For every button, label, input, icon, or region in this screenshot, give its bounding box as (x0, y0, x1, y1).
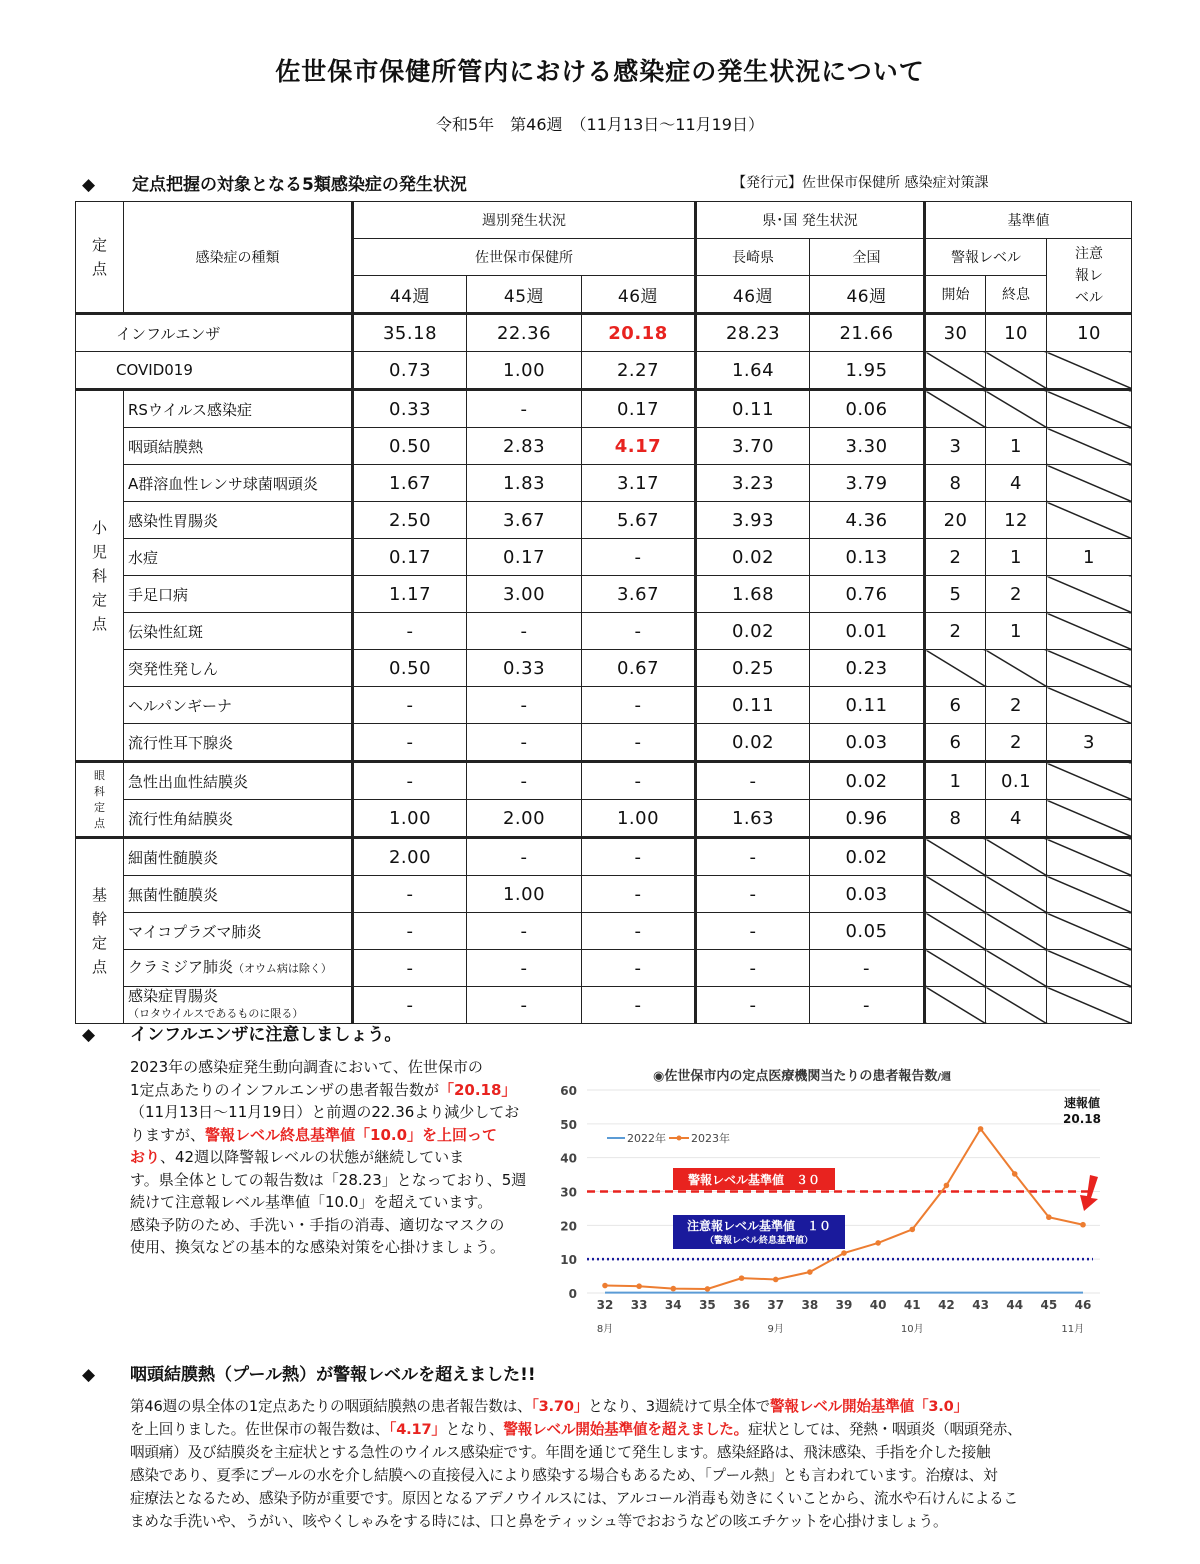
value-w46: 5.67 (582, 502, 696, 539)
disease-name: 水痘 (124, 539, 353, 576)
chart-title-text: ◉佐世保市内の定点医療機関当たりの患者報告数 (653, 1069, 938, 1084)
header-sasebo: 佐世保市保健所 (353, 239, 696, 276)
value-kuni: 1.95 (810, 352, 925, 390)
influenza-chart (555, 1058, 1125, 1343)
value-ken: 0.11 (696, 687, 810, 724)
value-w45: 0.33 (467, 650, 582, 687)
value-ken: 3.93 (696, 502, 810, 539)
not-applicable-cell (1047, 428, 1132, 465)
threshold-end: 1 (986, 539, 1047, 576)
disease-name: 細菌性髄膜炎 (124, 838, 353, 876)
not-applicable-cell (1047, 465, 1132, 502)
group-kikan (76, 838, 124, 1024)
data-point (773, 1277, 779, 1283)
not-applicable-cell (1047, 687, 1132, 724)
value-w46: - (582, 913, 696, 950)
not-applicable-cell (1047, 987, 1132, 1024)
data-point (1012, 1171, 1018, 1177)
value-w45: - (467, 913, 582, 950)
group-shoni (76, 390, 124, 762)
value-w46: - (582, 876, 696, 913)
series-line-2023年 (605, 1129, 1083, 1289)
page-subtitle: 令和5年 第46週 （11月13日～11月19日） (436, 115, 764, 134)
table-row (76, 576, 1132, 613)
table-row (76, 838, 1132, 876)
value-w45: - (467, 613, 582, 650)
value-w46: - (582, 724, 696, 762)
threshold-chui: 3 (1047, 724, 1132, 762)
value-kuni: - (810, 987, 925, 1024)
diamond-icon: ◆ (82, 1025, 96, 1045)
value-ken: 1.68 (696, 576, 810, 613)
disease-name (124, 950, 353, 987)
value-w44: 35.18 (353, 314, 467, 352)
value-w45: - (467, 762, 582, 800)
data-point (807, 1269, 813, 1275)
value-w44: - (353, 950, 467, 987)
table-row (76, 762, 1132, 800)
value-w46: 3.17 (582, 465, 696, 502)
table-row (76, 428, 1132, 465)
annotation-value: 20.18 (1063, 1112, 1101, 1126)
x-tick-label: 43 (972, 1298, 989, 1312)
group-label: 基幹定点 (91, 886, 107, 976)
disease-name: マイコプラズマ肺炎 (124, 913, 353, 950)
threshold-chui: 1 (1047, 539, 1132, 576)
header-disease: 感染症の種類 (124, 202, 353, 314)
disease-name: 突発性発しん (124, 650, 353, 687)
value-w46: 0.17 (582, 390, 696, 428)
table-row (76, 687, 1132, 724)
group-ganka (76, 762, 124, 838)
value-w45: 2.83 (467, 428, 582, 465)
value-ken: 28.23 (696, 314, 810, 352)
page-title: 佐世保市保健所管内における感染症の発生状況について (275, 57, 925, 86)
y-tick-label: 30 (560, 1185, 577, 1200)
header-keiho: 警報レベル (925, 239, 1047, 276)
disease-name: A群溶血性レンサ球菌咽頭炎 (124, 465, 353, 502)
x-tick-label: 32 (596, 1298, 614, 1312)
x-tick-label: 40 (869, 1298, 887, 1312)
value-ken: - (696, 987, 810, 1024)
influenza-paragraph: 2023年の感染症発生動向調査において、佐世保市の 1定点あたりのインフルエンザの患者報告数が「20.18」 （11月13日～11月19日）と前週の22.36より減少してお りますが、警報レベル終息基準値「10.0」を上回って おり、42週以降警報レベルの状態が継続していま す。県全体としての報告数は「28.23」となっており、5週 続けて注意報レベル基準値「10.0」を超えています。 感染予防のため、手洗い・手指の消毒、適切なマスクの 使用、換気などの基本的な感染対策を心掛けましょう。 (130, 1058, 527, 1256)
value-w45: - (467, 390, 582, 428)
diamond-icon: ◆ (82, 175, 96, 195)
section3-title: 咽頭結膜熱（プール熱）が警報レベルを超えました!! (130, 1365, 536, 1385)
value-w45: - (467, 950, 582, 987)
value-kuni: 0.96 (810, 800, 925, 838)
not-applicable-cell (925, 650, 986, 687)
table-row (76, 502, 1132, 539)
value-w46: - (582, 539, 696, 576)
value-w44: - (353, 687, 467, 724)
threshold-end: 2 (986, 724, 1047, 762)
disease-name-text: 感染症胃腸炎 (128, 987, 219, 1005)
disease-name: 感染性胃腸炎 (124, 502, 353, 539)
not-applicable-cell (925, 876, 986, 913)
not-applicable-cell (1047, 352, 1132, 390)
value-w46: 0.67 (582, 650, 696, 687)
value-w44: 2.50 (353, 502, 467, 539)
disease-note: （ロタウイルスであるものに限る） (128, 1007, 304, 1020)
not-applicable-cell (925, 950, 986, 987)
table-row (76, 650, 1132, 687)
value-ken: 3.70 (696, 428, 810, 465)
value-kuni: 0.11 (810, 687, 925, 724)
disease-name (124, 987, 353, 1024)
value-w44: - (353, 987, 467, 1024)
value-kuni: 0.02 (810, 762, 925, 800)
value-ken: 0.02 (696, 613, 810, 650)
not-applicable-cell (925, 913, 986, 950)
data-point (1046, 1214, 1052, 1220)
threshold-start: 6 (925, 724, 986, 762)
threshold-start: 20 (925, 502, 986, 539)
threshold-end: 10 (986, 314, 1047, 352)
legend-2023-label: 2023年 (691, 1132, 730, 1145)
data-point (944, 1183, 950, 1189)
month-label: 11月 (1061, 1324, 1085, 1335)
not-applicable-cell (1047, 876, 1132, 913)
disease-name: ヘルパンギーナ (124, 687, 353, 724)
surveillance-table (75, 201, 1132, 1024)
value-kuni: 0.03 (810, 876, 925, 913)
value-kuni: 0.03 (810, 724, 925, 762)
value-w44: 0.50 (353, 428, 467, 465)
annotation-arrow (1080, 1175, 1098, 1211)
legend-2022-label: 2022年 (627, 1132, 666, 1145)
not-applicable-cell (1047, 838, 1132, 876)
value-w46: 2.27 (582, 352, 696, 390)
threshold-end: 2 (986, 687, 1047, 724)
value-w45: - (467, 724, 582, 762)
disease-note: （オウム病は除く） (233, 962, 332, 975)
value-w45: 1.00 (467, 876, 582, 913)
value-w44: 0.50 (353, 650, 467, 687)
threshold-end: 4 (986, 800, 1047, 838)
value-w44: - (353, 913, 467, 950)
value-ken: - (696, 762, 810, 800)
not-applicable-cell (986, 650, 1047, 687)
x-tick-label: 33 (630, 1298, 648, 1312)
data-point (670, 1286, 676, 1292)
header-chuiho: 注意報レベル (1047, 239, 1132, 314)
disease-name-text: クラミジア肺炎 (128, 958, 234, 976)
value-ken: 3.23 (696, 465, 810, 502)
chart-title (653, 1068, 951, 1084)
threshold-start: 5 (925, 576, 986, 613)
disease-name: 急性出血性結膜炎 (124, 762, 353, 800)
threshold-end: 0.1 (986, 762, 1047, 800)
x-tick-label: 37 (767, 1298, 785, 1312)
not-applicable-cell (1047, 390, 1132, 428)
table-row (76, 390, 1132, 428)
table-row (76, 800, 1132, 838)
disease-name: 手足口病 (124, 576, 353, 613)
data-point (1080, 1222, 1086, 1228)
value-kuni: 21.66 (810, 314, 925, 352)
value-w46: - (582, 762, 696, 800)
value-w46: - (582, 838, 696, 876)
threshold-end: 2 (986, 576, 1047, 613)
threshold-start: 8 (925, 465, 986, 502)
table-row (76, 465, 1132, 502)
threshold-start: 2 (925, 613, 986, 650)
month-label: 10月 (900, 1324, 924, 1335)
table-row (76, 876, 1132, 913)
value-w45: 0.17 (467, 539, 582, 576)
value-kuni: 0.13 (810, 539, 925, 576)
header-w45: 45週 (467, 276, 582, 314)
value-ken: - (696, 913, 810, 950)
month-label: 9月 (767, 1324, 784, 1335)
threshold-start: 3 (925, 428, 986, 465)
value-w46: 3.67 (582, 576, 696, 613)
value-ken: 0.02 (696, 724, 810, 762)
advisory-sublabel: （警報レベル終息基準値） (704, 1236, 814, 1246)
not-applicable-cell (986, 876, 1047, 913)
diamond-icon: ◆ (82, 1365, 96, 1385)
table-row (76, 987, 1132, 1024)
data-point (602, 1283, 608, 1289)
value-kuni: 3.79 (810, 465, 925, 502)
not-applicable-cell (986, 913, 1047, 950)
disease-name: COVID019 (76, 352, 353, 390)
pharyngoconjunctival-paragraph: 第46週の県全体の1定点あたりの咽頭結膜熱の患者報告数は、「3.70」となり、3週続けて県全体で警報レベル開始基準値「3.0」 を上回りました。佐世保市の報告数は、「4.17」となり、警報レベル開始基準値を超えました。症状としては、発熱・咽頭炎（咽頭発赤、 咽頭痛）及び結膜炎を主症状とする急性のウイルス感染症です。年間を通じて発生します。感染経路は、飛沫感染、手指を介した接触 感染であり、夏季にプールの水を介し結膜への直接侵入により感染する場合もあるため、「プール熱」とも言われています。治療は、対 症療法となるため、感染予防が重要です。原因となるアデノウイルスには、アルコール消毒も効きにくいことから、流水や石けんによるこ まめな手洗いや、うがい、咳やくしゃみをする時には、口と鼻をティッシュ等でおおうなどの咳エチケットを心掛けましょう。 (130, 1398, 1022, 1530)
header-zenkoku: 全国 (810, 239, 925, 276)
table-row (76, 352, 1132, 390)
value-kuni: 3.30 (810, 428, 925, 465)
not-applicable-cell (925, 838, 986, 876)
threshold-start: 2 (925, 539, 986, 576)
chart-svg (555, 1058, 1125, 1343)
x-tick-label: 35 (699, 1298, 716, 1312)
value-ken: 1.63 (696, 800, 810, 838)
value-w44: - (353, 724, 467, 762)
header-teiten: 定点 (76, 202, 124, 314)
disease-name: インフルエンザ (76, 314, 353, 352)
threshold-chui: 10 (1047, 314, 1132, 352)
value-kuni: 0.23 (810, 650, 925, 687)
x-tick-label: 45 (1040, 1298, 1058, 1312)
value-w45: 22.36 (467, 314, 582, 352)
value-w46: 1.00 (582, 800, 696, 838)
data-point (875, 1240, 881, 1246)
value-kuni: 0.05 (810, 913, 925, 950)
not-applicable-cell (925, 352, 986, 390)
value-w46: - (582, 950, 696, 987)
not-applicable-cell (925, 987, 986, 1024)
publisher: 【発行元】佐世保市保健所 感染症対策課 (732, 175, 989, 191)
group-label: 眼科定点 (94, 768, 105, 830)
header-nagasaki: 長崎県 (696, 239, 810, 276)
x-tick-label: 36 (733, 1298, 750, 1312)
advisory-label: 注意報レベル基準値 １０ (686, 1219, 832, 1233)
value-w45: 3.00 (467, 576, 582, 613)
value-w44: 2.00 (353, 838, 467, 876)
data-point (841, 1250, 847, 1256)
value-kuni: - (810, 950, 925, 987)
value-w44: 0.33 (353, 390, 467, 428)
table-row (76, 539, 1132, 576)
value-w44: 1.67 (353, 465, 467, 502)
not-applicable-cell (1047, 502, 1132, 539)
section3-heading (82, 1360, 536, 1385)
disease-name: 伝染性紅斑 (124, 613, 353, 650)
section2-heading (82, 1020, 401, 1045)
value-ken: 0.25 (696, 650, 810, 687)
table-row (76, 913, 1132, 950)
value-w45: - (467, 687, 582, 724)
section1-heading (82, 170, 467, 195)
value-kuni: 0.01 (810, 613, 925, 650)
y-tick-label: 20 (560, 1219, 577, 1234)
legend-2023-marker (677, 1136, 682, 1141)
x-tick-label: 44 (1006, 1298, 1024, 1312)
value-w44: 1.00 (353, 800, 467, 838)
not-applicable-cell (925, 390, 986, 428)
value-w45: - (467, 987, 582, 1024)
value-w46: - (582, 613, 696, 650)
alarm-label: 警報レベル基準値 ３０ (687, 1173, 821, 1187)
value-w45: 3.67 (467, 502, 582, 539)
threshold-start: 30 (925, 314, 986, 352)
not-applicable-cell (986, 838, 1047, 876)
not-applicable-cell (1047, 762, 1132, 800)
x-tick-label: 41 (903, 1298, 921, 1312)
value-kuni: 4.36 (810, 502, 925, 539)
not-applicable-cell (1047, 913, 1132, 950)
not-applicable-cell (1047, 613, 1132, 650)
value-ken: 0.11 (696, 390, 810, 428)
not-applicable-cell (986, 352, 1047, 390)
value-w45: - (467, 838, 582, 876)
value-w45: 1.83 (467, 465, 582, 502)
x-tick-label: 39 (835, 1298, 853, 1312)
month-label: 8月 (596, 1324, 614, 1335)
value-w46: 20.18 (582, 314, 696, 352)
table-row (76, 613, 1132, 650)
value-kuni: 0.76 (810, 576, 925, 613)
data-point (909, 1227, 915, 1233)
header-start: 開始 (925, 276, 986, 314)
data-point (739, 1275, 745, 1281)
x-tick-label: 46 (1074, 1298, 1092, 1312)
y-tick-label: 60 (560, 1084, 577, 1098)
value-w44: 1.17 (353, 576, 467, 613)
group-label: 小児科定点 (91, 518, 107, 633)
value-w45: 1.00 (467, 352, 582, 390)
not-applicable-cell (1047, 576, 1132, 613)
value-kuni: 0.02 (810, 838, 925, 876)
y-tick-label: 10 (560, 1253, 577, 1268)
data-point (636, 1283, 642, 1289)
disease-name: 流行性角結膜炎 (124, 800, 353, 838)
table-row (76, 724, 1132, 762)
y-tick-label: 40 (560, 1151, 577, 1166)
header-w46: 46週 (582, 276, 696, 314)
not-applicable-cell (986, 390, 1047, 428)
threshold-start: 6 (925, 687, 986, 724)
not-applicable-cell (986, 950, 1047, 987)
data-point (705, 1286, 711, 1292)
header-kijun: 基準値 (925, 202, 1132, 239)
threshold-end: 1 (986, 428, 1047, 465)
value-ken: - (696, 838, 810, 876)
annotation-label: 速報値 (1063, 1096, 1101, 1110)
threshold-start: 8 (925, 800, 986, 838)
chart-title-unit: /週 (937, 1072, 951, 1083)
not-applicable-cell (1047, 950, 1132, 987)
threshold-end: 1 (986, 613, 1047, 650)
y-tick-label: 50 (560, 1117, 577, 1132)
value-kuni: 0.06 (810, 390, 925, 428)
disease-name: 流行性耳下腺炎 (124, 724, 353, 762)
header-ken-w46: 46週 (696, 276, 810, 314)
disease-name: RSウイルス感染症 (124, 390, 353, 428)
x-tick-label: 38 (801, 1298, 819, 1312)
table-row (76, 314, 1132, 352)
header-kenkoku: 県･国 発生状況 (696, 202, 925, 239)
threshold-start: 1 (925, 762, 986, 800)
value-ken: 0.02 (696, 539, 810, 576)
section2-title: インフルエンザに注意しましょう。 (130, 1025, 402, 1045)
value-ken: - (696, 876, 810, 913)
value-w44: - (353, 876, 467, 913)
value-w44: - (353, 613, 467, 650)
header-end: 終息 (986, 276, 1047, 314)
x-tick-label: 34 (664, 1298, 682, 1312)
threshold-end: 4 (986, 465, 1047, 502)
data-point (978, 1126, 984, 1132)
x-tick-label: 42 (938, 1298, 955, 1312)
not-applicable-cell (1047, 800, 1132, 838)
disease-name: 咽頭結膜熱 (124, 428, 353, 465)
value-ken: 1.64 (696, 352, 810, 390)
value-w44: 0.73 (353, 352, 467, 390)
value-w46: - (582, 687, 696, 724)
value-w44: - (353, 762, 467, 800)
value-w46: 4.17 (582, 428, 696, 465)
header-weekly: 週別発生状況 (353, 202, 696, 239)
value-w46: - (582, 987, 696, 1024)
disease-name: 無菌性髄膜炎 (124, 876, 353, 913)
value-w44: 0.17 (353, 539, 467, 576)
value-ken: - (696, 950, 810, 987)
y-tick-label: 0 (568, 1287, 577, 1301)
table-row (76, 950, 1132, 987)
threshold-end: 12 (986, 502, 1047, 539)
header-kuni-w46: 46週 (810, 276, 925, 314)
value-w45: 2.00 (467, 800, 582, 838)
not-applicable-cell (1047, 650, 1132, 687)
not-applicable-cell (986, 987, 1047, 1024)
header-w44: 44週 (353, 276, 467, 314)
section1-title: 定点把握の対象となる5類感染症の発生状況 (132, 175, 467, 195)
